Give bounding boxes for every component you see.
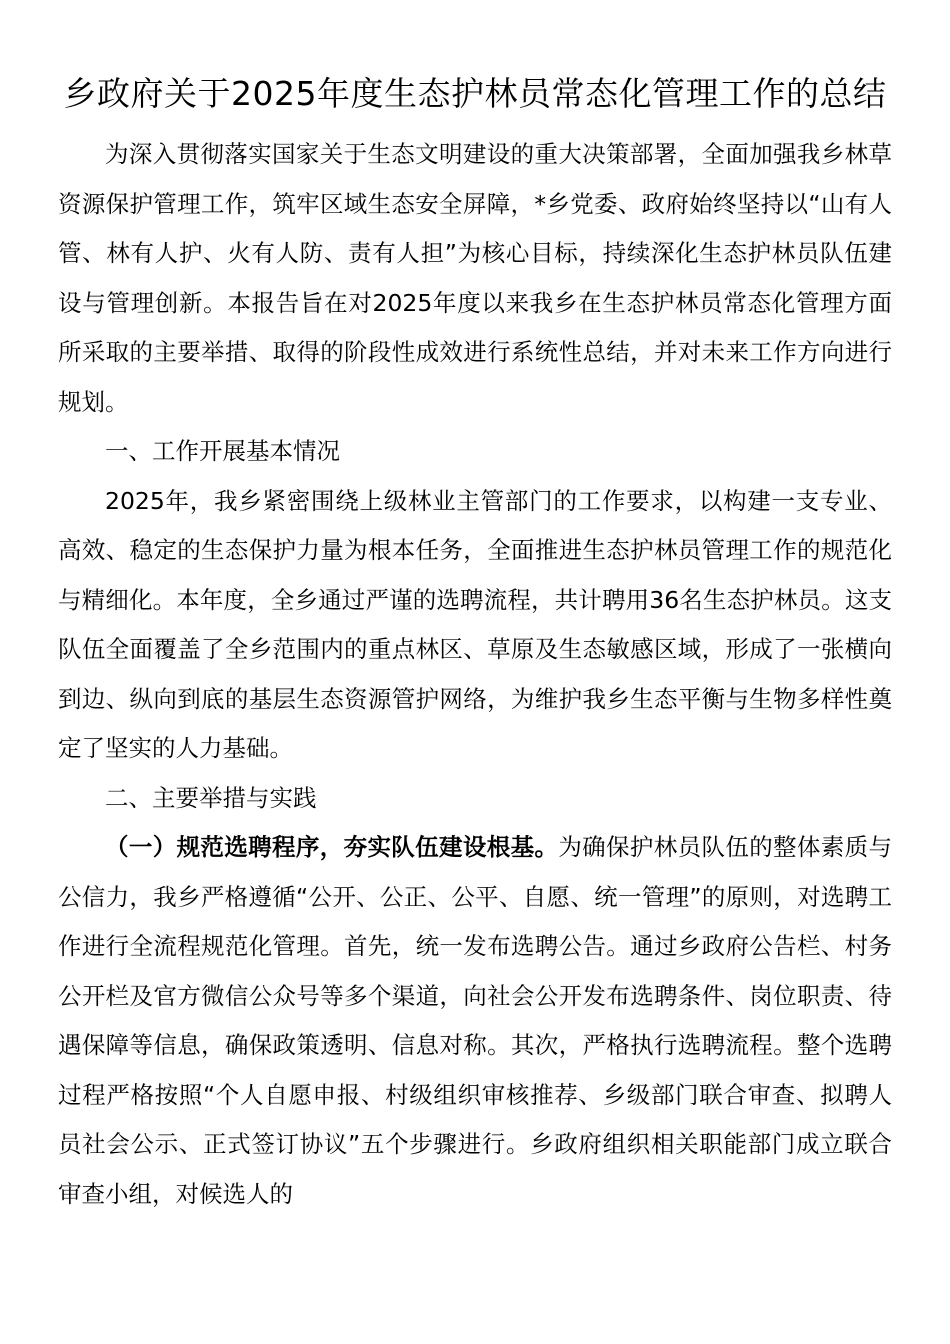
subsection-1-lead: （一）规范选聘程序，夯实队伍建设根基。 xyxy=(105,833,559,861)
section-1-paragraph: 2025年，我乡紧密围绕上级林业主管部门的工作要求，以构建一支专业、高效、稳定的生态保护力量为根本任务，全面推进生态护林员管理工作的规范化与精细化。本年度，全乡通过严谨的选聘流程，共计聘用36名生态护林员。这支队伍全面覆盖了全乡范围内的重点林区、草原及生态敏感区域，形成了一张横向到边、纵向到底的基层生态资源管护网络，为维护我乡生态平衡与生物多样性奠定了坚实的人力基础。 xyxy=(58,486,892,762)
section-1-heading: 一、工作开展基本情况 xyxy=(105,437,340,465)
document-content xyxy=(58,70,892,1219)
section-2-subsection-1-paragraph xyxy=(58,823,892,1219)
intro-paragraph: 为深入贯彻落实国家关于生态文明建设的重大决策部署，全面加强我乡林草资源保护管理工作，筑牢区域生态安全屏障，*乡党委、政府始终坚持以“山有人管、林有人护、火有人防、责有人担”为核心目标，持续深化生态护林员队伍建设与管理创新。本报告旨在对2025年度以来我乡在生态护林员常态化管理方面所采取的主要举措、取得的阶段性成效进行系统性总结，并对未来工作方向进行规划。 xyxy=(58,140,892,416)
document-title: 乡政府关于2025年度生态护林员常态化管理工作的总结 xyxy=(63,74,887,113)
subsection-1-body: 为确保护林员队伍的整体素质与公信力，我乡严格遵循“公开、公正、公平、自愿、统一管理”的原则，对选聘工作进行全流程规范化管理。首先，统一发布选聘公告。通过乡政府公告栏、村务公开栏及官方微信公众号等多个渠道，向社会公开发布选聘条件、岗位职责、待遇保障等信息，确保政策透明、信息对称。其次，严格执行选聘流程。整个选聘过程严格按照“个人自愿申报、村级组织审核推荐、乡级部门联合审查、拟聘人员社会公示、正式签订协议”五个步骤进行。乡政府组织相关职能部门成立联合审查小组，对候选人的 xyxy=(58,833,892,1208)
section-2-heading: 二、主要举措与实践 xyxy=(105,783,317,812)
